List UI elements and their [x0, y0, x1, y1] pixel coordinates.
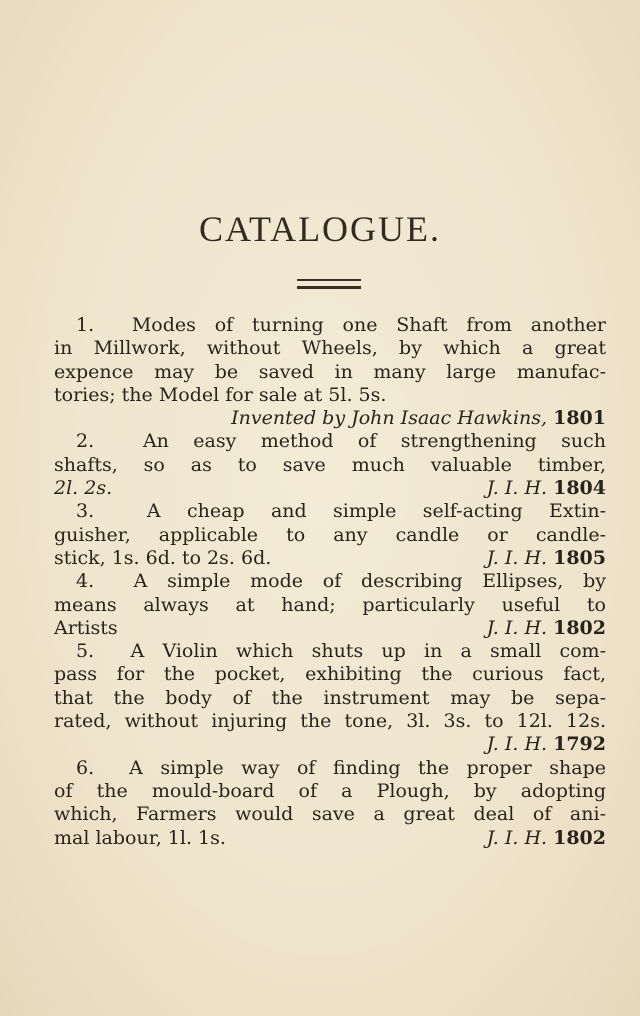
entry-line: 5. A Violin which shuts up in a small com- — [76, 640, 606, 663]
entry-attribution-line — [54, 407, 606, 430]
catalogue-entry-4 — [54, 570, 606, 640]
entry-year: 1792 — [553, 733, 606, 756]
entry-year: 1802 — [553, 616, 606, 639]
entry-line: 2. An easy method of strengthening such — [76, 430, 606, 453]
catalogue-entry-6 — [54, 757, 606, 850]
entry-line: in Millwork, without Wheels, by which a great — [54, 337, 606, 360]
entry-year: 1804 — [553, 477, 606, 500]
title-rule-thick — [297, 286, 361, 289]
catalogue-entry-3 — [54, 500, 606, 570]
entry-year: 1805 — [553, 546, 606, 569]
entry-price: stick, 1s. 6d. to 2s. 6d. — [54, 546, 272, 569]
entry-price-line — [54, 477, 606, 500]
entry-attribution: J. I. H. — [486, 616, 548, 639]
entry-line: 6. A simple way of finding the proper shape — [76, 756, 606, 779]
entry-price: 2l. 2s. — [54, 477, 113, 500]
entry-attribution: J. I. H. — [486, 733, 548, 756]
entry-line: tories; the Model for sale at 5l. 5s. — [54, 383, 387, 406]
entry-price-line — [54, 827, 606, 850]
entry-attribution: J. I. H. — [486, 826, 548, 849]
entry-line: 1. Modes of turning one Shaft from another — [76, 314, 606, 336]
catalogue-entries — [54, 314, 606, 850]
entry-attribution: Invented by John Isaac Hawkins, — [231, 407, 548, 430]
page-title: CATALOGUE. — [198, 209, 442, 249]
entry-line: 4. A simple mode of describing Ellipses, by — [76, 570, 606, 593]
entry-year: 1802 — [553, 826, 606, 849]
title-rule-thin — [297, 279, 361, 281]
entry-attribution-line — [54, 733, 606, 756]
entry-line: that the body of the instrument may be sepa- — [54, 686, 606, 709]
entry-line: 3. A cheap and simple self-acting Extin- — [76, 500, 606, 523]
entry-line: expence may be saved in many large manufac- — [54, 360, 606, 383]
entry-price-line — [54, 547, 606, 570]
entry-line: shafts, so as to save much valuable timber, — [54, 453, 606, 476]
catalogue-entry-5 — [54, 640, 606, 756]
entry-price: mal labour, 1l. 1s. — [54, 826, 226, 849]
entry-line: means always at hand; particularly useful to — [54, 593, 606, 616]
entry-attribution: J. I. H. — [486, 477, 548, 500]
entry-line: guisher, applicable to any candle or candle- — [54, 523, 606, 546]
entry-line: rated, without injuring the tone, 3l. 3s. to 12l. 12s. — [54, 710, 606, 733]
entry-attribution: J. I. H. — [486, 546, 548, 569]
entry-year: 1801 — [553, 407, 606, 430]
entry-price: Artists — [54, 616, 118, 639]
entry-line: of the mould-board of a Plough, by adopting — [54, 779, 606, 802]
entry-line: pass for the pocket, exhibiting the curious fact, — [54, 663, 606, 686]
catalogue-entry-2 — [54, 430, 606, 500]
catalogue-entry-1 — [54, 314, 606, 430]
entry-line: which, Farmers would save a great deal of ani- — [54, 803, 606, 826]
entry-price-line — [54, 617, 606, 640]
